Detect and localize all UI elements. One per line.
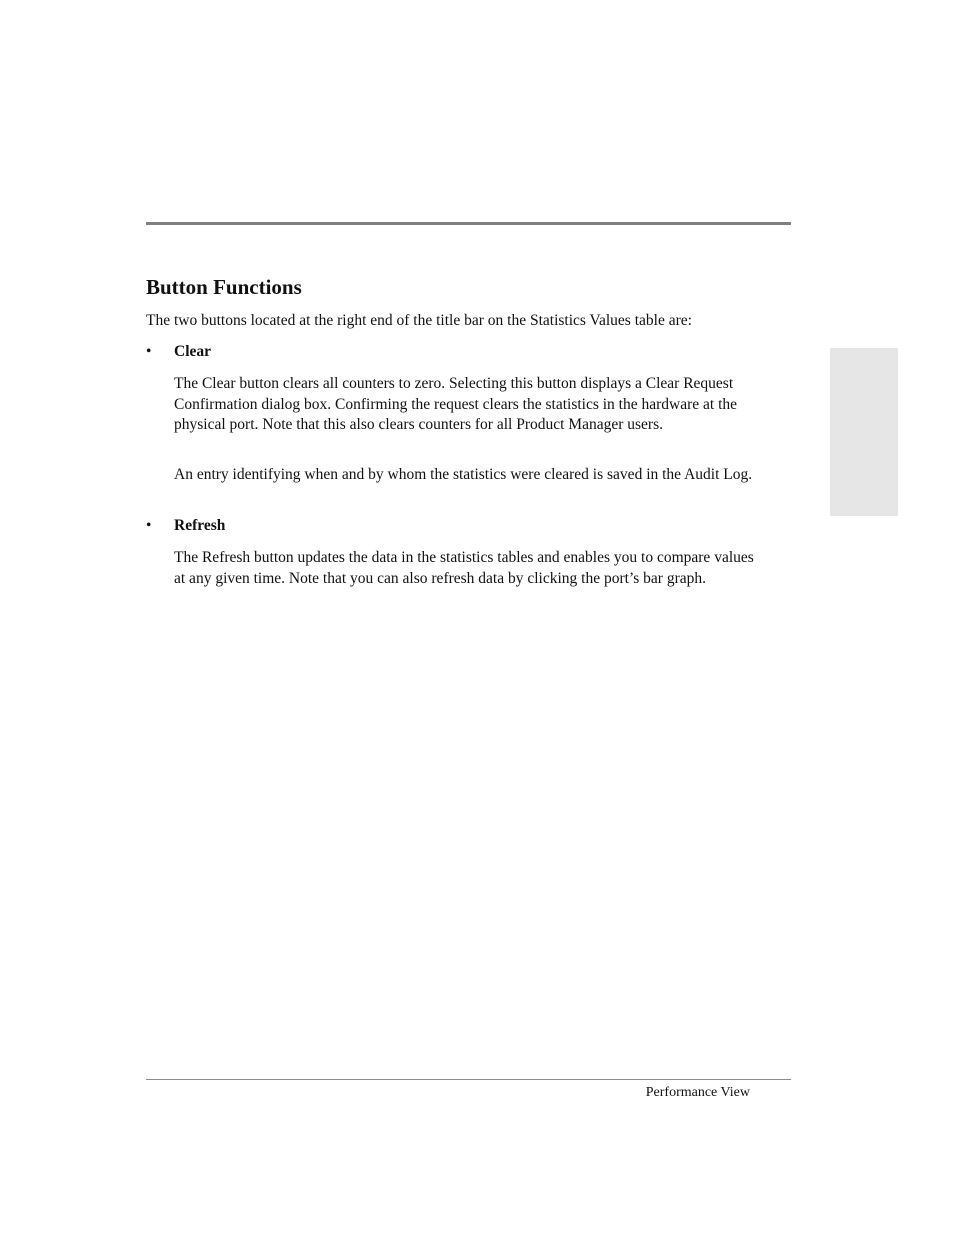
clear-description: The Clear button clears all counters to zero. Selecting this button displays a Clear Request Confirmation dialog box. Confirming the request clears the statistics in the hardware at the physical port. Note that this also clears counters for all Product Manager users. bbox=[174, 375, 738, 433]
section-heading: Button Functions bbox=[146, 275, 302, 299]
intro-paragraph: The two buttons located at the right end of the title bar on the Statistics Values table are: bbox=[146, 312, 692, 329]
bullet-title-refresh: Refresh bbox=[174, 517, 226, 534]
bullet-marker: • bbox=[146, 343, 152, 360]
footer-divider bbox=[146, 1079, 791, 1080]
running-footer: Performance View bbox=[645, 1085, 750, 1100]
top-divider bbox=[146, 222, 791, 225]
clear-audit-note: An entry identifying when and by whom the statistics were cleared is saved in the Audit Log. bbox=[174, 466, 753, 483]
chapter-thumb-tab bbox=[830, 348, 898, 516]
bullet-marker: • bbox=[146, 517, 152, 534]
bullet-title-clear: Clear bbox=[174, 343, 212, 360]
refresh-description: The Refresh button updates the data in the statistics tables and enables you to compare values at any given time. Note that you can also refresh data by clicking the port’s bar graph. bbox=[174, 549, 754, 587]
